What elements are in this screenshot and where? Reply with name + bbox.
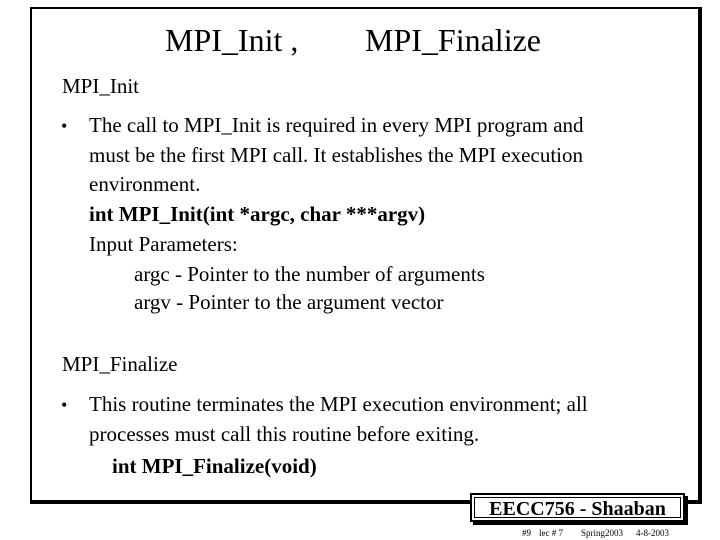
input-parameters-heading: Input Parameters: [89,232,238,256]
mpi-init-description-line-2: must be the first MPI call. It establishes the MPI execution [89,143,583,167]
mpi-init-signature: int MPI_Init(int *argc, char ***argv) [89,202,426,226]
param-argc: argc - Pointer to the number of arguments [134,262,485,286]
title-mpi-init: MPI_Init , [165,22,299,58]
section-heading-mpi-finalize: MPI_Finalize [62,352,178,376]
mpi-init-description-line-3: environment. [89,172,201,196]
mpi-finalize-description-line-1: This routine terminates the MPI execution environment; all [89,392,588,416]
mpi-init-description-line-1: The call to MPI_Init is required in every MPI program and [89,113,584,137]
date-label: 4-8-2003 [636,528,669,538]
course-footer-box [470,493,685,522]
param-argv: argv - Pointer to the argument vector [134,290,444,314]
title-mpi-finalize: MPI_Finalize [365,22,541,58]
lecture-number: lec # 7 [539,528,563,538]
section-heading-mpi-init: MPI_Init [62,74,140,98]
mpi-finalize-signature: int MPI_Finalize(void) [112,454,317,478]
mpi-finalize-description-line-2: processes must call this routine before exiting. [89,422,480,446]
bullet-icon: • [61,116,68,136]
course-footer-title: EECC756 - Shaaban [489,498,666,520]
term-label: Spring2003 [581,528,624,538]
slide-number: #9 [522,528,531,538]
bullet-icon: • [61,395,68,415]
